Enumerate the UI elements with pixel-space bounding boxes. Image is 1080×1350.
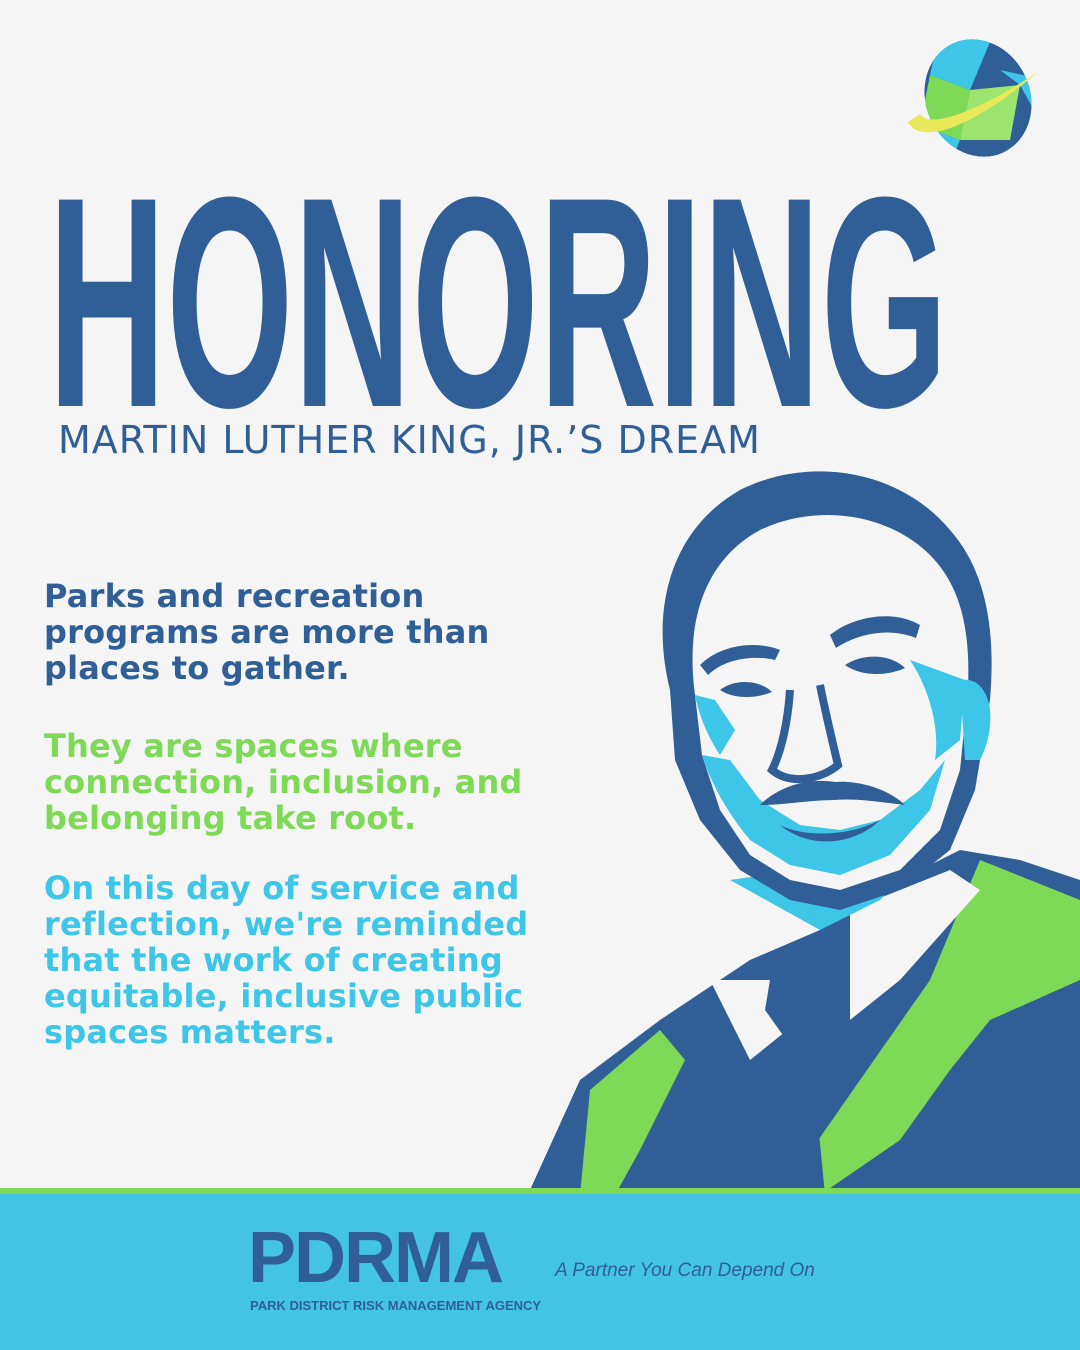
pdrma-logo-text: PDRMA: [248, 1218, 502, 1298]
headline-text: HONORING: [48, 134, 948, 418]
paragraph-intro: Parks and recreation programs are more than places to gather.: [44, 577, 490, 687]
pdrma-logo-subtext: PARK DISTRICT RISK MANAGEMENT AGENCY: [250, 1298, 542, 1313]
footer-tagline: A Partner You Can Depend On: [555, 1260, 815, 1281]
footer-bar: [0, 1188, 1080, 1350]
portrait-illustration: [520, 460, 1080, 1195]
paragraph-service: On this day of service and reflection, we're reminded that the work of creating equitable, inclusive public spaces matters.: [44, 869, 529, 1051]
paragraph-spaces: They are spaces where connection, inclusion, and belonging take root.: [44, 727, 523, 837]
subheadline: MARTIN LUTHER KING, JR.’S DREAM: [58, 418, 761, 462]
headline: [48, 128, 948, 418]
